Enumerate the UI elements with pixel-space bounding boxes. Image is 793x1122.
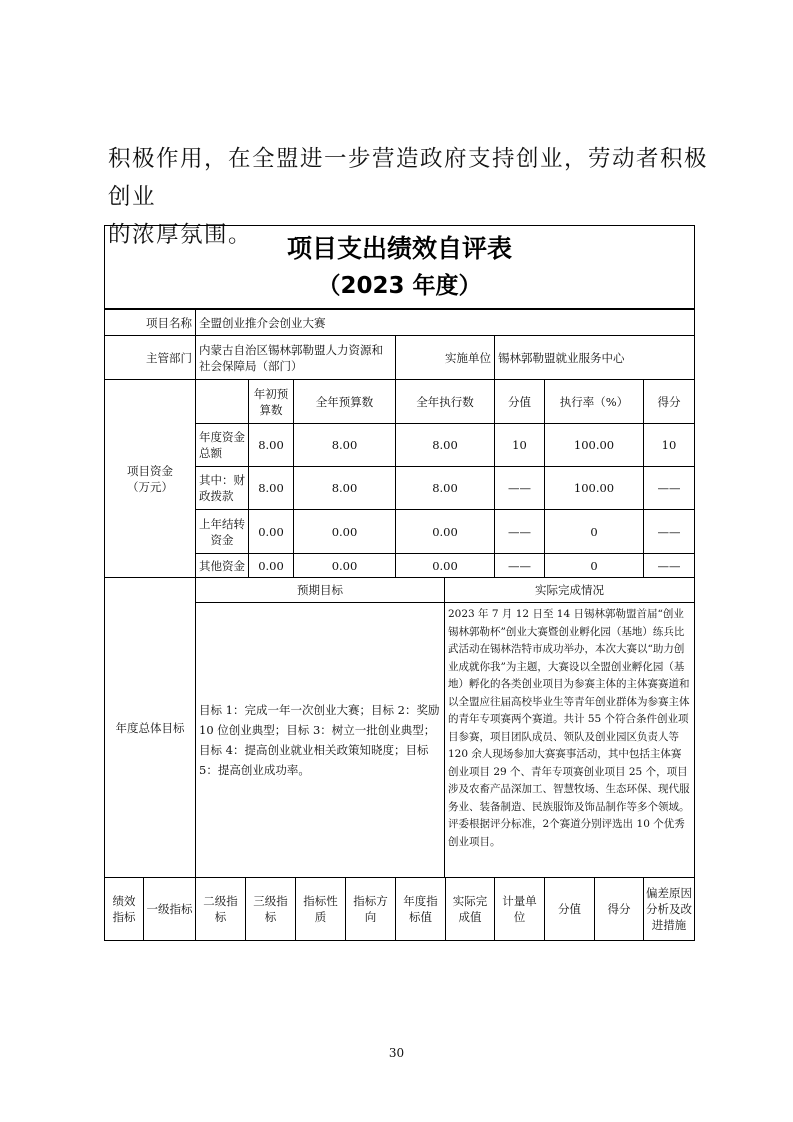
level1-indicator-header: 一级指标 — [143, 877, 196, 941]
expected-goals-text: 目标 1：完成一年一次创业大赛；目标 2：奖励 10 位创业典型；目标 3：树立一批创业典型；目标 4：提高创业就业相关政策知晓度；目标 5：提高创业成功率。 — [195, 602, 445, 878]
unit-header: 计量单位 — [494, 877, 545, 941]
funds-header-blank — [195, 379, 249, 424]
funds-row-budget: 0.00 — [293, 553, 396, 578]
self-evaluation-table — [104, 225, 695, 941]
annual-value-header: 年度指标值 — [395, 877, 446, 941]
funds-row-score: —— — [643, 466, 695, 510]
funds-row-score: —— — [643, 553, 695, 578]
funds-row-exec: 0.00 — [395, 509, 495, 554]
funds-label: 项目资金（万元） — [104, 379, 196, 578]
table-title-text: 项目支出绩效自评表 — [286, 234, 512, 263]
funds-row-score: —— — [643, 509, 695, 554]
indicator-direction-header: 指标方向 — [345, 877, 396, 941]
impl-label: 实施单位 — [395, 335, 495, 380]
score-header: 得分 — [594, 877, 644, 941]
funds-row-rate: 100.00 — [544, 423, 644, 467]
header-score: 得分 — [643, 379, 695, 424]
header-initial-budget: 年初预算数 — [248, 379, 294, 424]
deviation-analysis-header: 偏差原因分析及改进措施 — [643, 877, 695, 941]
score-value-header: 分值 — [544, 877, 595, 941]
level3-indicator-header: 三级指标 — [245, 877, 296, 941]
funds-row-initial: 0.00 — [248, 553, 294, 578]
table-subtitle-text: （2023 年度） — [317, 273, 482, 299]
funds-row-budget: 8.00 — [293, 466, 396, 510]
actual-value-header: 实际完成值 — [445, 877, 495, 941]
funds-row-rate: 100.00 — [544, 466, 644, 510]
perf-indicator-header: 绩效指标 — [104, 877, 144, 941]
dept-label: 主管部门 — [104, 335, 196, 380]
actual-completion-text: 2023 年 7 月 12 日至 14 日锡林郭勒盟首届“创业锡林郭勒杯”创业大赛暨创业孵化园（基地）练兵比武活动在锡林浩特市成功举办，本次大赛以“助力创业成就你我”为主题，大赛设以全盟创业孵化园（基地）孵化的各类创业项目为参赛主体的主体赛赛道和以全盟应往届高校毕业生等青年创业群体为参赛主体的青年专项赛两个赛道。共计 55 个符合条件创业项目参赛，项目团队成员、领队及创业园区负责人等 120 余人现场参加大赛赛事活动，其中包括主体赛创业项目 29 个、青年专项赛创业项目 25 个，项目涉及农畜产品深加工、智慧牧场、生态环保、现代服务业、装备制造、民族服饰及饰品制作等多个领域。评委根据评分标准，2个赛道分别评选出 10 个优秀创业项目。 — [444, 602, 695, 878]
funds-row-value: —— — [494, 466, 545, 510]
funds-row-value: 10 — [494, 423, 545, 467]
header-annual-budget: 全年预算数 — [293, 379, 396, 424]
page-number: 30 — [388, 1046, 405, 1060]
header-score-value: 分值 — [494, 379, 545, 424]
funds-row-exec: 8.00 — [395, 423, 495, 467]
impl-value: 锡林郭勒盟就业服务中心 — [494, 335, 695, 380]
funds-row-score: 10 — [643, 423, 695, 467]
project-name-value: 全盟创业推介会创业大赛 — [195, 309, 695, 336]
funds-row-exec: 8.00 — [395, 466, 495, 510]
funds-row-budget: 0.00 — [293, 509, 396, 554]
indicator-nature-header: 指标性质 — [295, 877, 346, 941]
dept-value: 内蒙古自治区锡林郭勒盟人力资源和社会保障局（部门） — [195, 335, 396, 380]
expected-goals-header: 预期目标 — [195, 577, 445, 603]
header-annual-exec: 全年执行数 — [395, 379, 495, 424]
funds-row-rate: 0 — [544, 553, 644, 578]
header-exec-rate: 执行率（%） — [544, 379, 644, 424]
funds-row-value: —— — [494, 509, 545, 554]
intro-line-2: 的浓厚氛围。 — [108, 222, 253, 248]
funds-row-label: 其他资金 — [195, 553, 249, 578]
funds-row-initial: 8.00 — [248, 466, 294, 510]
level2-indicator-header: 二级指标 — [195, 877, 246, 941]
actual-completion-header: 实际完成情况 — [444, 577, 695, 603]
funds-row-initial: 0.00 — [248, 509, 294, 554]
annual-goals-label: 年度总体目标 — [104, 577, 196, 878]
funds-row-value: —— — [494, 553, 545, 578]
table-title — [104, 225, 695, 309]
project-name-label: 项目名称 — [104, 309, 196, 336]
intro-line-1: 积极作用，在全盟进一步营造政府支持创业，劳动者积极创业 — [108, 146, 709, 210]
funds-row-budget: 8.00 — [293, 423, 396, 467]
funds-row-label: 其中：财政拨款 — [195, 466, 249, 510]
funds-row-initial: 8.00 — [248, 423, 294, 467]
funds-row-label: 上年结转资金 — [195, 509, 249, 554]
funds-row-label: 年度资金总额 — [195, 423, 249, 467]
funds-row-rate: 0 — [544, 509, 644, 554]
funds-row-exec: 0.00 — [395, 553, 495, 578]
